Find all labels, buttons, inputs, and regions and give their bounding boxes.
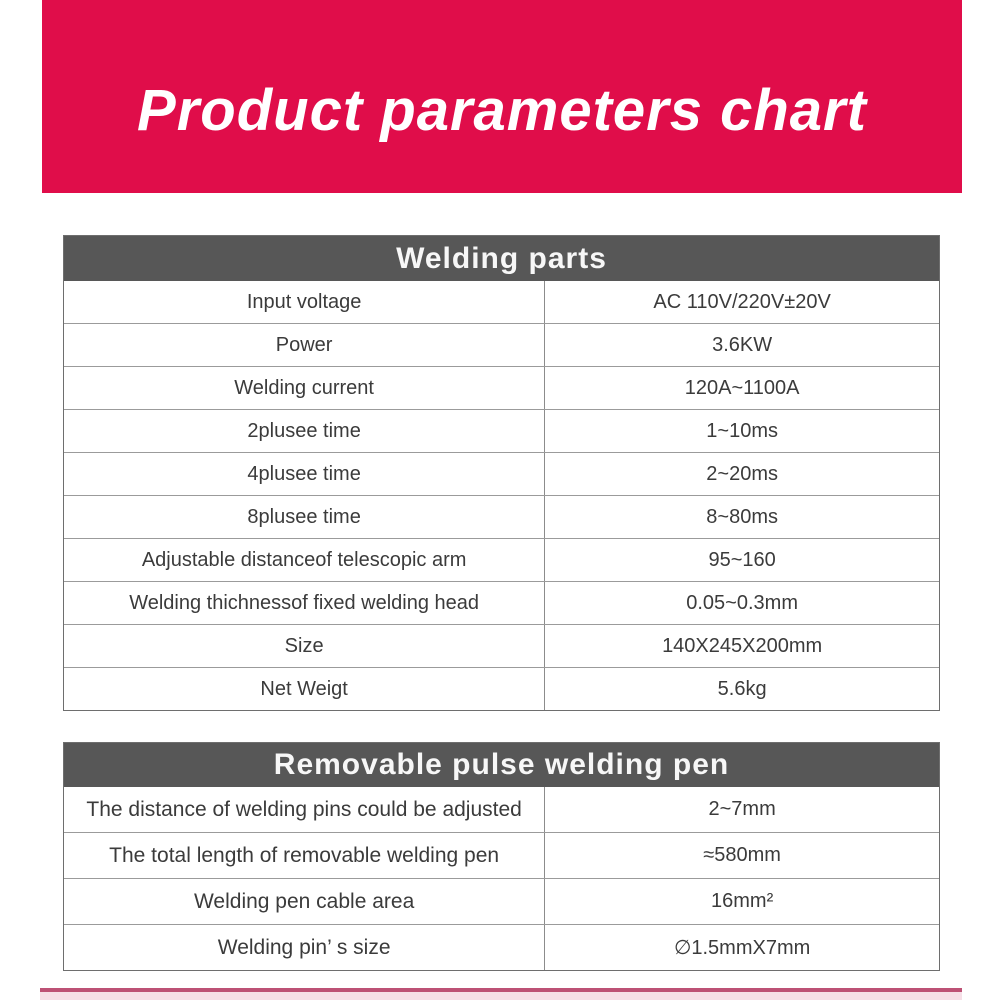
next-section-cutoff [40, 988, 962, 1000]
welding-parts-table [63, 235, 940, 711]
row-value: AC 110V/220V±20V [653, 290, 831, 313]
table-row [64, 925, 939, 970]
row-label: Welding thichnessof fixed welding head [64, 582, 545, 624]
row-label: Welding pin’ s size [64, 925, 545, 970]
table-row [64, 367, 939, 410]
row-label: Size [64, 625, 545, 667]
table-row [64, 539, 939, 582]
table-row [64, 787, 939, 833]
row-label: 4plusee time [64, 453, 545, 495]
table-row [64, 668, 939, 710]
table-row [64, 410, 939, 453]
row-label: The distance of welding pins could be adjusted [64, 787, 545, 832]
row-label: 8plusee time [64, 496, 545, 538]
row-value: 5.6kg [717, 677, 767, 700]
row-value: 16mm² [711, 890, 774, 912]
welding-pen-table-body [64, 787, 939, 970]
row-label: Net Weigt [64, 668, 545, 710]
row-value: ∅1.5mmX7mm [673, 937, 811, 959]
row-value: 3.6KW [712, 333, 773, 356]
row-label: The total length of removable welding pen [64, 833, 545, 878]
table-row [64, 833, 939, 879]
title-banner [42, 0, 962, 193]
row-label: Welding pen cable area [64, 879, 545, 924]
table-row [64, 582, 939, 625]
row-value: 2~7mm [708, 798, 776, 820]
row-label: Adjustable distanceof telescopic arm [64, 539, 545, 581]
welding-parts-table-header: Welding parts [64, 236, 939, 281]
row-label: Welding current [64, 367, 545, 409]
table-row [64, 324, 939, 367]
welding-pen-table-header: Removable pulse welding pen [64, 743, 939, 787]
welding-pen-table [63, 742, 940, 971]
table-row [64, 281, 939, 324]
row-value: 0.05~0.3mm [686, 591, 798, 614]
row-value: 8~80ms [706, 505, 778, 528]
row-label: Input voltage [64, 281, 545, 323]
row-value: 95~160 [708, 548, 776, 571]
row-value: 1~10ms [706, 419, 778, 442]
row-label: Power [64, 324, 545, 366]
page-title: Product parameters chart [137, 78, 867, 143]
welding-parts-table-body [64, 281, 939, 710]
table-row [64, 625, 939, 668]
row-value: 120A~1100A [684, 376, 800, 399]
row-value: 2~20ms [706, 462, 778, 485]
table-row [64, 496, 939, 539]
row-value: 140X245X200mm [662, 634, 823, 657]
row-label: 2plusee time [64, 410, 545, 452]
next-section-fade [40, 992, 962, 1000]
table-row [64, 453, 939, 496]
table-row [64, 879, 939, 925]
row-value: ≈580mm [703, 844, 781, 866]
